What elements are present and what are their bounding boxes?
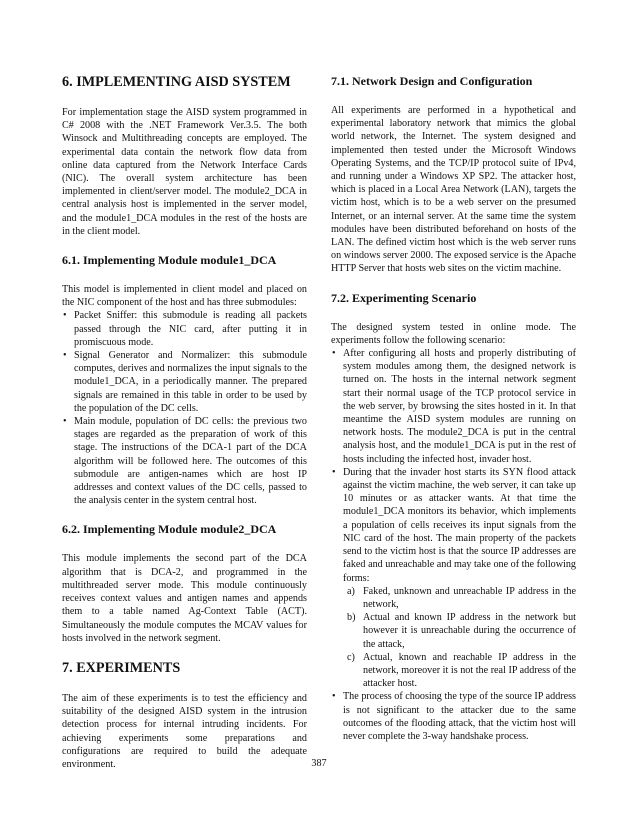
list-item: • The process of choosing the type of the source IP address is not significant to the attacker due to the same outcomes of the flooding attack, that the victim host will never complete the 3-way handshake process. (332, 691, 576, 742)
section-6-heading: 6. IMPLEMENTING AISD SYSTEM (62, 74, 291, 90)
section-6-2-paragraph: This module implements the second part of the DCA algorithm that is DCA-2, and programmed in the multithreaded server mode. This module continuously receives context values and antigen names and appends them to a table named Ag-Context Table (ACT). Simultaneously the module computes the MCAV values for hosts involved in the network segment. (62, 553, 307, 644)
section-6-paragraph: For implementation stage the AISD system programmed in C# 2008 with the .NET Framework Ver.3.5. The both Winsock and Multithreading concepts are employed. The experimental data contain the network flow data from online data captured from the Network Interface Cards (NIC). The overall system architecture has been implemented in client/server model. The module2_DCA in central analysis host is implemented in the server model, and the module1_DCA modules in the rest of the hosts are in the client model. (62, 107, 307, 237)
section-6-1-paragraph: This model is implemented in client model and placed on the NIC component of the host and has three submodules: (62, 284, 307, 309)
section-7-1-paragraph: All experiments are performed in a hypothetical and experimental laboratory network that mimics the global world network, the Internet. The system designed and implemented then tested under the Microsoft Windows Operating Systems, and the TCP/IP protocol suite of IPv4, and running under a Windows XP SP2. The attacker host, which is placed in a Local Area Network (LAN), targets the victim host, which is to be a web server on the presumed Internet, or an internal server. At the same time the system modules have been distributed beforehand on hosts of the LAN. The defined victim host which is the web server runs on windows server 2000. The exposed service is the Apache HTTP Server that hosts web sites on the victim machine. (331, 105, 576, 275)
section-6-1-heading: 6.1. Implementing Module module1_DCA (62, 253, 277, 268)
list-item: • Signal Generator and Normalizer: this submodule computes, derives and normalizes the input signals to the module1_DCA, in a periodically manner. The prepared signals are remained in this table in order to be used by the population of the DC cells. (63, 350, 307, 414)
bullet-icon: • (332, 348, 336, 360)
section-6-2-heading: 6.2. Implementing Module module2_DCA (62, 522, 277, 537)
address-forms-list (343, 585, 576, 691)
bullet-icon: • (332, 691, 336, 703)
section-7-paragraph: The aim of these experiments is to test the efficiency and suitability of the designed AISD system in the intrusion detection process for internal intruding incidents. For achieving experiments some preparations and configurations are required to build the adequate environment. (62, 692, 307, 770)
left-column (62, 74, 307, 786)
list-item: a) Faked, unknown and unreachable IP address in the network, (347, 585, 576, 610)
bullet-icon: • (63, 310, 67, 322)
list-item: • During that the invader host starts its SYN flood attack against the victim machine, the web server, it can take up 10 minutes or as attacker wants. At that time the module1_DCA monitors its behavior, which implements a population of cells receives its input signals from the NIC card of the host. The main property of the packets send to the victim host is that the source IP addresses are faked and unreachable and may take one of the following forms: a) Faked, unknown and unreachable IP address in the network, b) Actual and known IP address in the network but however it is unreachable during the occurrence of the attack, c) Actual, known and reachable IP address in the network, moreover it is not the real IP address of the attacker host. (332, 466, 576, 690)
bullet-icon: • (63, 416, 67, 428)
submodule-list (62, 309, 307, 507)
list-item: b) Actual and known IP address in the network but however it is unreachable during the occurrence of the attack, (347, 612, 576, 650)
bullet-icon: • (63, 350, 67, 362)
list-item: • Packet Sniffer: this submodule is reading all packets passed through the NIC card, after putting it in promiscuous mode. (63, 310, 307, 348)
list-item: • After configuring all hosts and properly distributing of system modules among them, the designed network is turned on. The hosts in the internal network segment start their normal usage of the TCP protocol service in the web server, by browsing the sites hosted in it. In that meantime the AISD system modules are running on network hosts. The module2_DCA is put in the central analysis host, and the module1_DCA is put in the rest of hosts including the infected host, invader host. (332, 348, 576, 465)
scenario-list (331, 347, 576, 743)
list-item: • Main module, population of DC cells: the previous two stages are regarded as the preparation of work of this stage. The instructions of the DCA-1 part of the DCA algorithm will be followed here. The outcomes of this submodule are antigen-names which are host IP addresses and context values of the DC cells, passed to the analysis center in the system central host. (63, 416, 307, 507)
section-7-1-heading: 7.1. Network Design and Configuration (331, 74, 533, 88)
section-7-heading: 7. EXPERIMENTS (62, 659, 181, 676)
right-column (331, 74, 576, 758)
bullet-icon: • (332, 466, 336, 478)
list-item: c) Actual, known and reachable IP address in the network, moreover it is not the real IP address of the attacker host. (347, 651, 576, 690)
page-number: 387 (311, 758, 327, 769)
section-7-2-paragraph: The designed system tested in online mode. The experiments follow the following scenario: (331, 321, 576, 346)
section-7-2-heading: 7.2. Experimenting Scenario (331, 290, 477, 305)
